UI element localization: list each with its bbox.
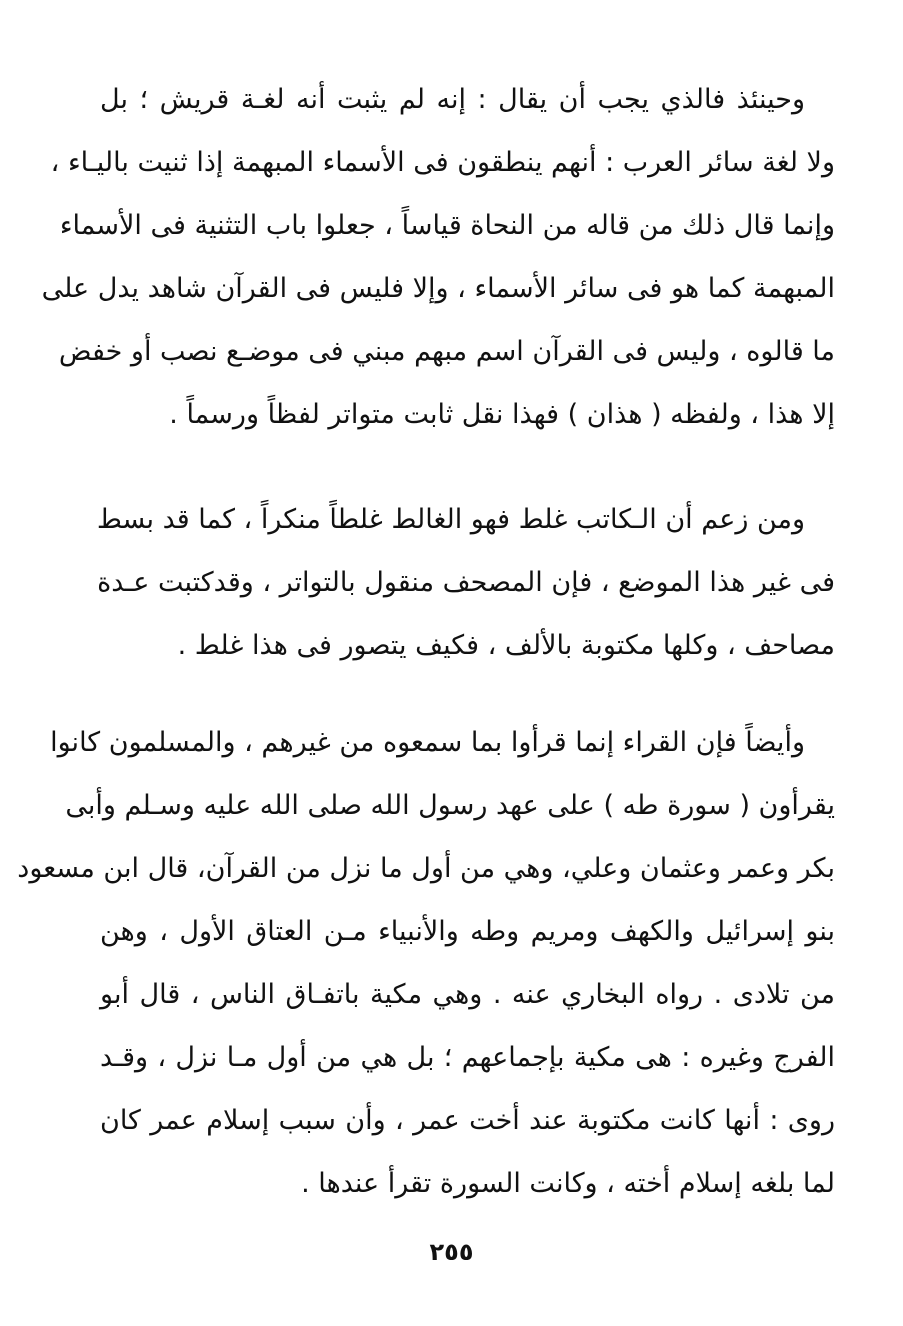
text-line: ولا لغة سائر العرب : أنهم ينطقون فى الأسماء المبهمة إذا ثنيت باليـاء ،: [50, 147, 835, 178]
text-line: يقرأون ( سورة طه ) على عهد رسول الله صلى الله عليه وسـلم وأبى: [65, 790, 835, 821]
text-line: من تلادى . رواه البخاري عنه . وهي مكية باتفـاق الناس ، قال أبو: [100, 979, 835, 1010]
text-line: بنو إسرائيل والكهف ومريم وطه والأنبياء مـن العتاق الأول ، وهن: [100, 916, 835, 947]
text-line: بكر وعمر وعثمان وعلي، وهي من أول ما نزل من القرآن، قال ابن مسعود: [17, 853, 835, 884]
text-line: فى غير هذا الموضع ، فإن المصحف منقول بالتواتر ، وقدكتبت عـدة: [97, 567, 835, 598]
paragraph-3: [17, 711, 835, 1215]
page-number: ٢٥٥: [429, 1238, 474, 1266]
paragraph-2: [96, 488, 835, 677]
text-line: روى : أنها كانت مكتوبة عند أخت عمر ، وأن سبب إسلام عمر كان: [100, 1105, 835, 1136]
text-line: ما قالوه ، وليس فى القرآن اسم مبهم مبني فى موضـع نصب أو خفض: [58, 336, 835, 367]
text-line: إلا هذا ، ولفظه ( هذان ) فهذا نقل ثابت متواتر لفظاً ورسماً .: [169, 399, 835, 430]
text-line: وإنما قال ذلك من قاله من النحاة قياساً ، جعلوا باب التثنية فى الأسماء: [59, 210, 835, 241]
text-line: لما بلغه إسلام أخته ، وكانت السورة تقرأ عندها .: [301, 1168, 835, 1199]
text-line: المبهمة كما هو فى سائر الأسماء ، وإلا فليس فى القرآن شاهد يدل على: [41, 273, 835, 304]
text-line: وأيضاً فإن القراء إنما قرأوا بما سمعوه من غيرهم ، والمسلمون كانوا: [50, 727, 805, 758]
text-line: ومن زعم أن الـكاتب غلط فهو الغالط غلطاً منكراً ، كما قد بسط: [96, 504, 805, 535]
text-line: مصاحف ، وكلها مكتوبة بالألف ، فكيف يتصور فى هذا غلط .: [177, 630, 835, 661]
paragraph-1: [41, 68, 835, 446]
text-line: وحينئذ فالذي يجب أن يقال : إنه لم يثبت أنه لغـة قريش ؛ بل: [100, 84, 805, 115]
text-line: الفرج وغيره : هى مكية بإجماعهم ؛ بل هي من أول مـا نزل ، وقـد: [100, 1042, 835, 1073]
